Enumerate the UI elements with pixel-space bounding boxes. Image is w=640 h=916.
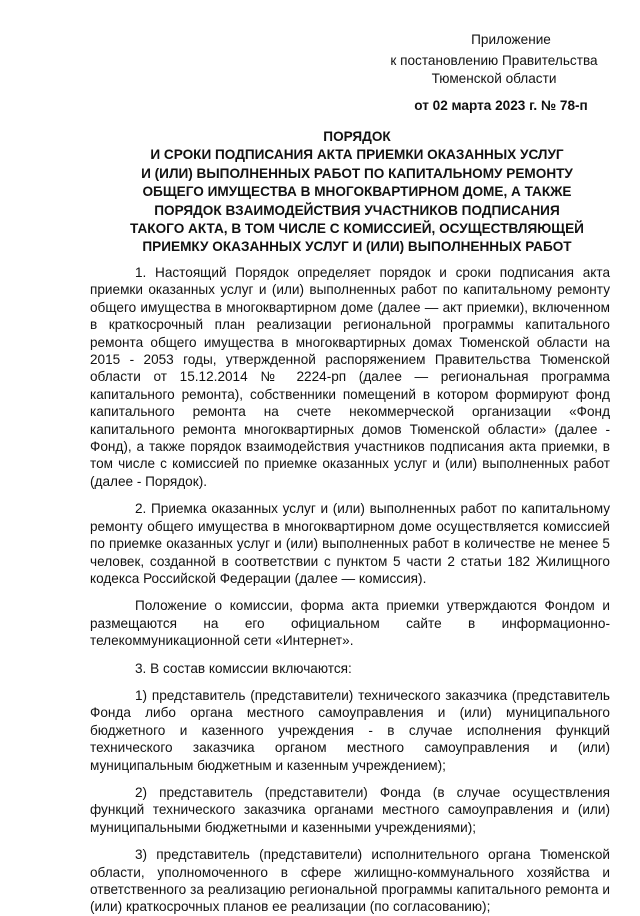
appendix-header [380,31,608,115]
paragraph-commission-regulation: Положение о комиссии, форма акта приемки утверждаются Фондом и размещаются на его официальном сайте в информационно-телекоммуникационной сети «Интернет». [90,598,610,649]
appendix-line-resolution: к постановлению Правительства [390,53,598,69]
list-item-1: 1) представитель (представители) технического заказчика (представитель Фонда либо органа местного самоуправления и (или) муниципального бюджетного и казенного учреждения - в случае исполнения функций технического заказчика органом местного самоуправления и (или) муниципальным бюджетным и казенным учреждением); [90,687,610,773]
paragraph-2: 2. Приемка оказанных услуг и (или) выполненных работ по капитальному ремонту общего имущества в многоквартирном доме осуществляется комиссией по приемке оказанных услуг и (или) выполненных работ в количестве не менее 5 человек, созданной в соответствии с пунктом 5 части 2 статьи 182 Жилищного кодекса Российской Федерации (далее — комиссия). [90,501,610,586]
title-line: И (ИЛИ) ВЫПОЛНЕННЫХ РАБОТ ПО КАПИТАЛЬНОМУ РЕМОНТУ [141,165,573,181]
title-line: ОБЩЕГО ИМУЩЕСТВА В МНОГОКВАРТИРНОМ ДОМЕ, А ТАКЖЕ [142,184,572,200]
document-title [90,128,624,257]
list-item-3: 3) представитель (представители) исполнительного органа Тюменской области, уполномоченного в сфере жилищно-коммунального хозяйства и ответственного за реализацию региональной программы капитального ремонта и (или) краткосрочных планов ее реализации (по согласованию); [90,847,610,915]
title-line: ТАКОГО АКТА, В ТОМ ЧИСЛЕ С КОМИССИЕЙ, ОСУЩЕСТВЛЯЮЩЕЙ [130,221,584,237]
paragraph-3: 3. В состав комиссии включаются: [135,660,352,676]
paragraph-1: 1. Настоящий Порядок определяет порядок и сроки подписания акта приемки оказанных услуг и (или) выполненных работ по капитальному ремонту общего имущества в многоквартирном доме (далее — акт приемки), включенном в краткосрочный план реализации региональной программы капитального ремонта общего имущества в многоквартирных домах Тюменской области на 2015 - 2053 годы, утвержденной распоряжением Правительства Тюменской области от 15.12.2014 № 2224-рп (далее — региональная программа капитального ремонта), собственники помещений в котором формируют фонд капитального ремонта на счете некоммерческой организации «Фонд капитального ремонта многоквартирных домов Тюменской области» (далее - Фонд), а также порядок взаимодействия участников подписания акта приемки, в том числе с комиссией по приемке оказанных услуг и (или) выполненных работ (далее - Порядок). [90,265,610,489]
document-body [90,264,610,916]
resolution-date-number: от 02 марта 2023 г. № 78-п [414,98,588,114]
title-line: ПОРЯДОК [323,129,391,144]
list-item-2: 2) представитель (представители) Фонда (в случае осуществления функций технического заказчика органами местного самоуправления и (или) муниципальными бюджетными и казенными учреждениями); [90,784,610,835]
appendix-label: Приложение [471,32,551,47]
title-line: ПОРЯДОК ВЗАИМОДЕЙСТВИЯ УЧАСТНИКОВ ПОДПИСАНИЯ [154,202,560,218]
title-line: И СРОКИ ПОДПИСАНИЯ АКТА ПРИЕМКИ ОКАЗАННЫХ УСЛУГ [150,147,564,163]
appendix-line-region: Тюменской области [431,70,557,86]
title-line: ПРИЕМКУ ОКАЗАННЫХ УСЛУГ И (ИЛИ) ВЫПОЛНЕННЫХ РАБОТ [142,239,572,255]
